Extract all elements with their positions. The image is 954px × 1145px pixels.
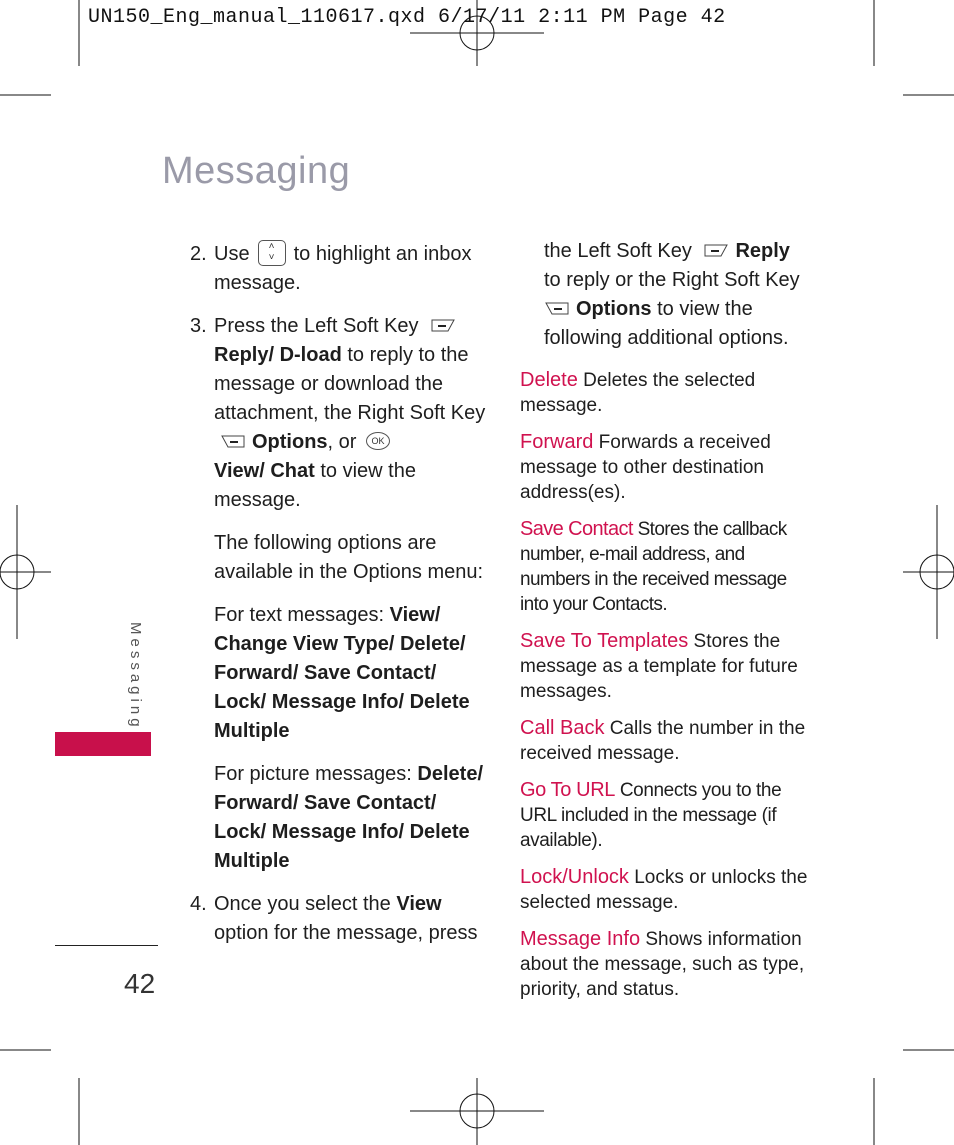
option-call-back <box>520 716 812 766</box>
step-number: 4. <box>190 893 207 915</box>
option-description: Stores the callback number, e-mail address, and numbers in the received message into your Contacts. <box>520 519 787 615</box>
picture-messages-intro: For picture messages: <box>214 763 412 785</box>
navigation-key-icon: ˄ ˅ <box>258 240 286 266</box>
step-number: 2. <box>190 243 207 265</box>
text-messages-options: View/ Change View Type/ Delete/ Forward/ Save Contact/ Lock/ Message Info/ Delete Multiple <box>214 604 470 742</box>
right-soft-key-icon <box>220 433 246 449</box>
option-description: Calls the number in the received message. <box>520 718 806 764</box>
step-text: to view the message. <box>214 460 416 511</box>
option-message-info <box>520 927 812 1002</box>
step-text: to view the following additional options. <box>544 298 789 349</box>
option-label: Delete <box>520 369 578 391</box>
options-intro <box>190 529 490 876</box>
option-description: Connects you to the URL included in the message (if available). <box>520 780 782 851</box>
option-label: Lock/Unlock <box>520 866 629 888</box>
option-description: Stores the message as a template for future messages. <box>520 631 798 702</box>
option-description: Shows information about the message, such as type, priority, and status. <box>520 929 805 1000</box>
option-label: Message Info <box>520 928 641 950</box>
reply-label: Reply <box>735 240 790 262</box>
step-text: to highlight an inbox message. <box>214 243 472 294</box>
option-forward <box>520 430 812 505</box>
page-title: Messaging <box>162 150 351 192</box>
options-list <box>520 368 812 1014</box>
option-label: Call Back <box>520 717 605 739</box>
option-label: Go To URL <box>520 779 615 801</box>
option-lock-unlock <box>520 865 812 915</box>
option-label: Save To Templates <box>520 630 689 652</box>
step-text: the Left Soft Key <box>544 240 692 262</box>
left-soft-key-icon <box>703 242 729 258</box>
step-text: to reply to the message or download the attachment, the Right Soft Key <box>214 344 486 424</box>
following-text: The following options are available in the Options menu: <box>214 532 484 583</box>
right-column-continuation <box>544 237 824 353</box>
option-save-contact <box>520 517 812 617</box>
option-description: Locks or unlocks the selected message. <box>520 867 808 913</box>
step-2 <box>190 240 490 298</box>
view-chat-label: View/ Chat <box>214 460 315 482</box>
option-label: Save Contact <box>520 518 633 540</box>
view-label: View <box>396 893 442 915</box>
side-tab-label: Messaging <box>127 622 144 731</box>
step-text: Once you select the <box>214 893 391 915</box>
left-soft-key-icon <box>430 317 456 333</box>
step-4 <box>190 890 490 948</box>
option-delete <box>520 368 812 418</box>
left-column <box>190 240 490 948</box>
step-number: 3. <box>190 315 207 337</box>
options-label: Options <box>252 431 328 453</box>
text-messages-intro: For text messages: <box>214 604 385 626</box>
option-description: Deletes the selected message. <box>520 370 756 416</box>
print-header: UN150_Eng_manual_110617.qxd 6/17/11 2:11 PM Page 42 <box>88 6 726 29</box>
step-3 <box>190 312 490 515</box>
picture-messages-options: Delete/ Forward/ Save Contact/ Lock/ Message Info/ Delete Multiple <box>214 763 484 872</box>
step-text: Press the Left Soft Key <box>214 315 419 337</box>
footer-rule <box>55 945 158 946</box>
step-text: Use <box>214 243 250 265</box>
options-label: Options <box>576 298 652 320</box>
ok-key-icon: OK <box>366 432 390 450</box>
reply-dload-label: Reply/ D-load <box>214 344 342 366</box>
page-number: 42 <box>124 968 156 999</box>
option-label: Forward <box>520 431 594 453</box>
option-description: Forwards a received message to other destination address(es). <box>520 432 771 503</box>
option-save-to-templates <box>520 629 812 704</box>
side-tab-bar <box>55 732 151 756</box>
right-soft-key-icon <box>544 300 570 316</box>
step-text: option for the message, press <box>214 922 478 944</box>
step-text: to reply or the Right Soft Key <box>544 269 800 291</box>
step-text: , or <box>327 431 357 453</box>
option-go-to-url <box>520 778 812 853</box>
